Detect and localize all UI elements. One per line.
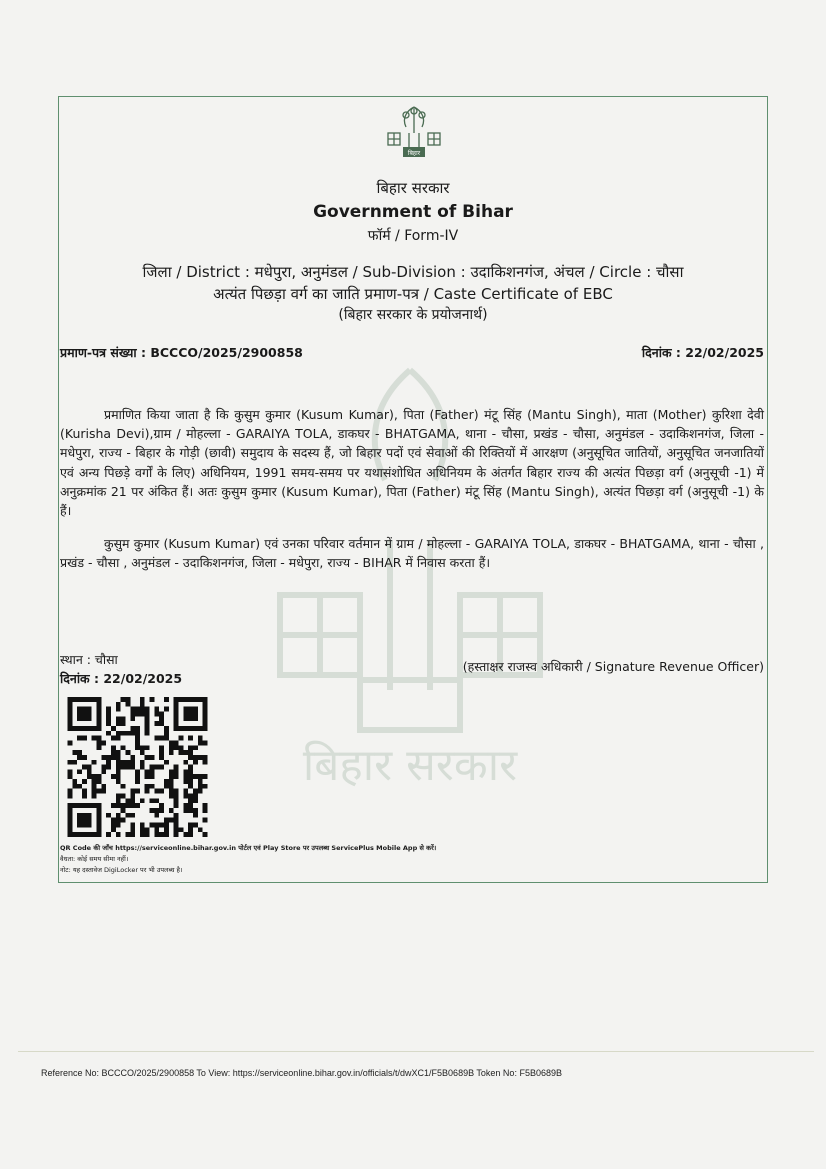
emblem-text: बिहार <box>407 150 421 157</box>
purpose-line: (बिहार सरकार के प्रयोजनार्थ) <box>338 307 488 323</box>
qr-code[interactable] <box>66 697 209 837</box>
qr-note-3: नोट: यह दस्तावेज DigiLocker पर भी उपलब्ध है। <box>60 866 183 874</box>
district-line: जिला / District : मधेपुरा, अनुमंडल / Sub-Division : उदाकिशनगंज, अंचल / Circle : चौसा <box>142 263 684 281</box>
certification-paragraph: प्रमाणित किया जाता है कि कुसुम कुमार (Kusum Kumar), पिता (Father) मंटू सिंह (Mantu Singh), माता (Mother) कुरिशा देवी (Kurisha Devi),ग्राम / मोहल्ला - GARAIYA TOLA, डाकघर - BHATGAMA, थाना - चौसा, प्रखंड - चौसा, अनुमंडल - उदाकिशनगंज, जिला - मधेपुरा, राज्य - बिहार के गोड़ी (छावी) समुदाय के सदस्य हैं, जो बिहार पदों एवं सेवाओं की रिक्तियों में आरक्षण (अनुसूचित जातियों, अनुसूचित जनजातियों एवं अन्य पिछड़े वर्गों के लिए) अधिनियम, 1991 समय-समय पर यथासंशोधित अधिनियम के अंतर्गत बिहार राज्य की अत्यंत पिछड़ा वर्ग (अनुसूची -1) में अनुक्रमांक 21 पर अंकित हैं। अतः कुसुम कुमार (Kusum Kumar), पिता (Father) मंटू सिंह (Mantu Singh), अत्यंत पिछड़ा वर्ग (अनुसूची -1) के हैं। <box>60 407 764 519</box>
qr-note-1: QR Code की जाँच https://serviceonline.bihar.gov.in पोर्टल एवं Play Store पर उपलब्ध ServicePlus Mobile App से करें। <box>60 844 437 852</box>
issue-date-bottom: दिनांक : 22/02/2025 <box>60 671 183 686</box>
title-hindi: बिहार सरकार <box>376 179 450 197</box>
issue-date-top: दिनांक : 22/02/2025 <box>641 345 764 360</box>
certificate-number: प्रमाण-पत्र संख्या : BCCCO/2025/2900858 <box>60 345 303 360</box>
certificate-title: अत्यंत पिछड़ा वर्ग का जाति प्रमाण-पत्र / Caste Certificate of EBC <box>213 285 613 303</box>
qr-note-2: वैधता: कोई समय सीमा नहीं। <box>60 855 129 863</box>
bihar-emblem-icon <box>384 103 444 161</box>
form-label: फॉर्म / Form-IV <box>367 228 459 244</box>
reference-line: Reference No: BCCCO/2025/2900858 To View: https://serviceonline.bihar.gov.in/officials/t/dwXC1/F5B0689B Token No: F5B0689B <box>41 1068 562 1078</box>
place-label: स्थान : चौसा <box>60 652 118 667</box>
signature-label: (हस्ताक्षर राजस्व अधिकारी / Signature Revenue Officer) <box>462 659 764 674</box>
residence-paragraph: कुसुम कुमार (Kusum Kumar) एवं उनका परिवार वर्तमान में ग्राम / मोहल्ला - GARAIYA TOLA, डाकघर - BHATGAMA, थाना - चौसा , प्रखंड - चौसा , अनुमंडल - उदाकिशनगंज, जिला - मधेपुरा, राज्य - BIHAR में निवास करता हैं। <box>60 536 764 571</box>
qr-notes <box>60 843 436 876</box>
watermark-text: बिहार सरकार <box>302 740 518 791</box>
place-date-block <box>60 650 182 688</box>
footer-divider <box>18 1051 814 1052</box>
title-english: Government of Bihar <box>313 202 513 222</box>
